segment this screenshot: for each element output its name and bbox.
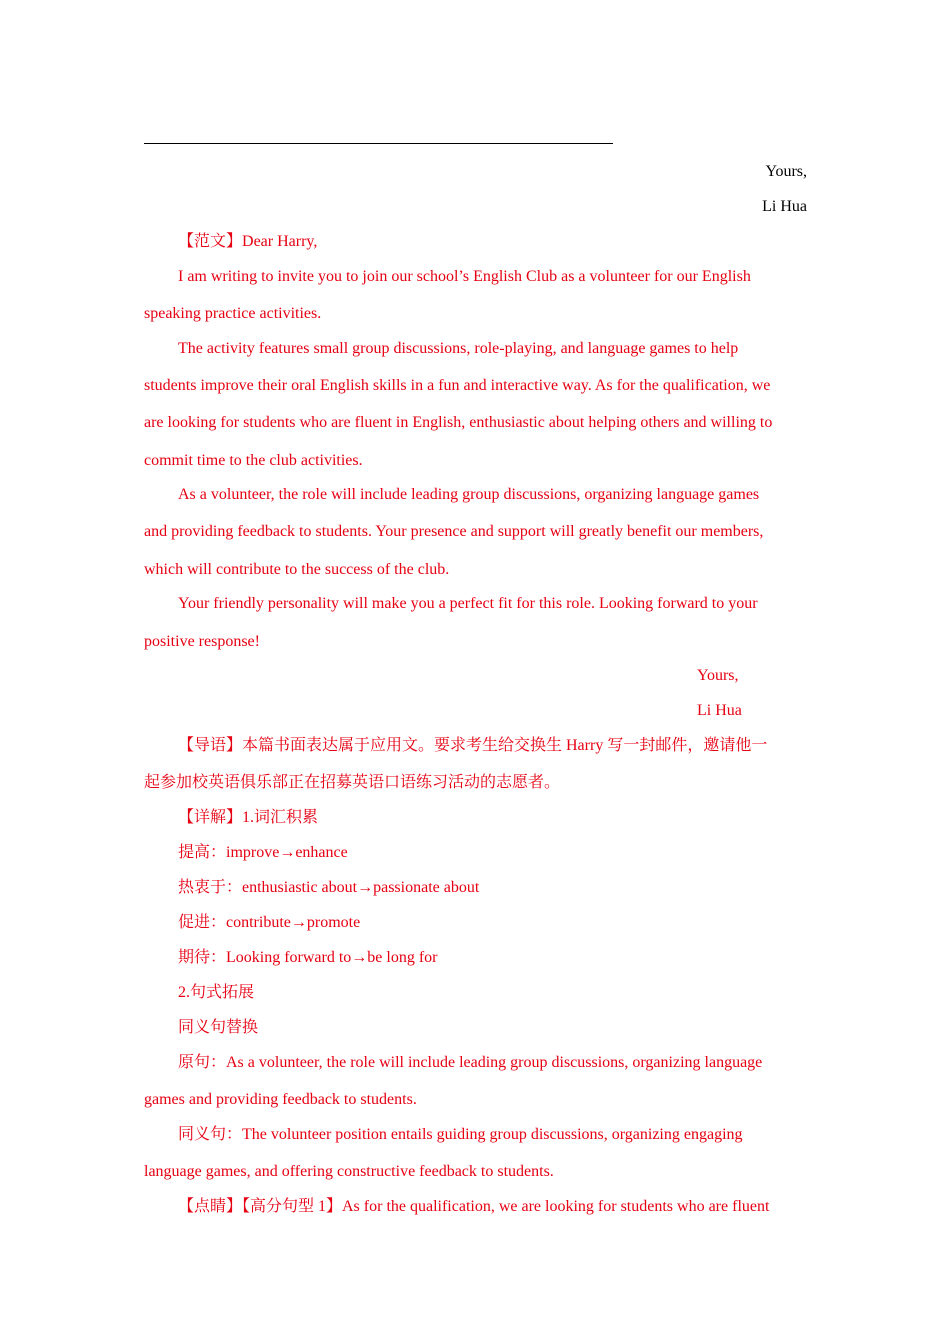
answer-blank-line <box>144 143 613 144</box>
synonym-sentence-line: 同义句：The volunteer position entails guiding group discussions, organizing engaging <box>178 1126 743 1143</box>
highlight-line: 【点睛】【高分句型 1】As for the qualification, we are looking for students who are fluent <box>178 1198 770 1215</box>
sample-p4-line: positive response! <box>144 633 260 650</box>
sample-p1-line: speaking practice activities. <box>144 305 322 322</box>
original-sentence-line: games and providing feedback to students. <box>144 1091 417 1108</box>
vocab-item: 热衷于：enthusiastic about→passionate about <box>178 879 480 896</box>
sample-p2-line: are looking for students who are fluent in English, enthusiastic about helping others and willing to <box>144 414 773 431</box>
sample-name: Li Hua <box>697 702 742 719</box>
intro-line: 起参加校英语俱乐部正在招募英语口语练习活动的志愿者。 <box>144 774 561 791</box>
detail-heading: 【详解】1.词汇积累 <box>178 809 319 826</box>
synonym-heading: 同义句替换 <box>178 1019 259 1036</box>
intro-line: 【导语】本篇书面表达属于应用文。要求考生给交换生 Harry 写一封邮件，邀请他一 <box>178 737 768 754</box>
sample-p3-line: which will contribute to the success of the club. <box>144 561 450 578</box>
sample-yours: Yours, <box>697 667 739 684</box>
sample-greeting: 【范文】Dear Harry, <box>178 233 318 250</box>
sample-p2-line: commit time to the club activities. <box>144 452 363 469</box>
closing-name: Li Hua <box>762 198 807 215</box>
sample-p3-line: and providing feedback to students. Your presence and support will greatly benefit our members, <box>144 523 764 540</box>
sample-p1-line: I am writing to invite you to join our school’s English Club as a volunteer for our English <box>178 268 751 285</box>
vocab-item: 促进：contribute→promote <box>178 914 361 931</box>
original-sentence-line: 原句：As a volunteer, the role will include leading group discussions, organizing language <box>178 1054 763 1071</box>
sample-p2-line: students improve their oral English skills in a fun and interactive way. As for the qualification, we <box>144 377 771 394</box>
sample-p3-line: As a volunteer, the role will include leading group discussions, organizing language games <box>178 486 760 503</box>
synonym-sentence-line: language games, and offering constructive feedback to students. <box>144 1163 554 1180</box>
sentence-heading: 2.句式拓展 <box>178 984 255 1001</box>
sample-p4-line: Your friendly personality will make you a perfect fit for this role. Looking forward to your <box>178 595 758 612</box>
vocab-item: 提高：improve→enhance <box>178 844 348 861</box>
sample-p2-line: The activity features small group discussions, role-playing, and language games to help <box>178 340 739 357</box>
vocab-item: 期待：Looking forward to→be long for <box>178 949 438 966</box>
closing-yours: Yours, <box>765 163 807 180</box>
